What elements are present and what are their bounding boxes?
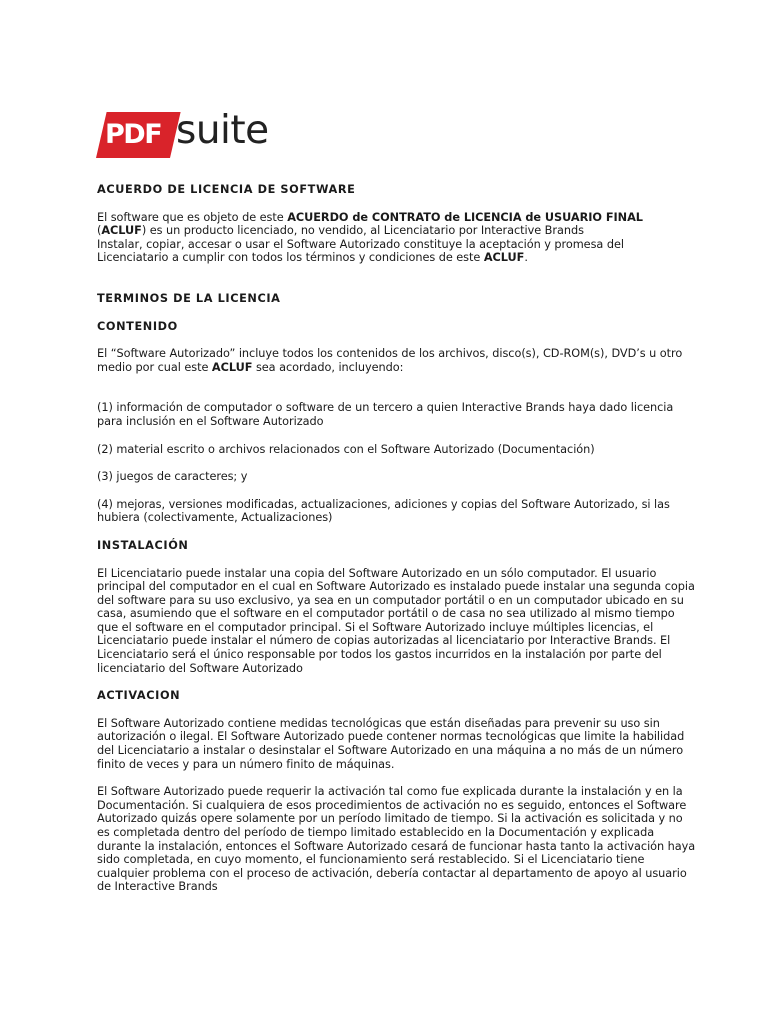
logo-badge-text: PDF xyxy=(105,119,162,150)
installation-paragraph: El Licenciatario puede instalar una copia del Software Autorizado en un sólo computador. El usuario principal del computador en el cual en Software Autorizado es instalado puede instalar una segunda copia del software para su uso exclusivo, ya sea en un computador portátil o en un computador ubicado en su casa, asumiendo que el software en el computador portátil o de casa no sea utilizado al mismo tiempo que el software en el computador principal. Si el Software Autorizado incluye múltiples licencias, el Licenciatario puede instalar el número de copias autorizadas al licenciatario por Interactive Brands. El Licenciatario será el único responsable por todos los gastos incurridos en la instalación por parte del licenciatario del Software Autorizado xyxy=(97,566,695,675)
logo-wordmark: suite xyxy=(176,108,269,153)
intro-bold-agreement: ACUERDO de CONTRATO de LICENCIA de USUARIO FINAL xyxy=(287,210,643,224)
activation-heading: ACTIVACION xyxy=(97,689,181,703)
list-item-2: (2) material escrito o archivos relacionados con el Software Autorizado (Documentación) xyxy=(97,442,595,456)
content-text-2: sea acordado, incluyendo: xyxy=(252,360,404,374)
document-title: ACUERDO DE LICENCIA DE SOFTWARE xyxy=(97,183,356,196)
intro-text-2: ( xyxy=(97,224,102,238)
list-item-3: (3) juegos de caracteres; y xyxy=(97,470,248,484)
list-item-1: (1) información de computador o software de un tercero a quien Interactive Brands haya dado licencia para inclusión en el Software Autorizado xyxy=(97,401,674,428)
content-paragraph xyxy=(97,347,697,374)
content-heading: CONTENIDO xyxy=(97,319,178,333)
intro-text-4: Instalar, copiar, accesar o usar el Software Autorizado constituye la aceptación y promesa del Licenciatario a cumplir con todos los términos y condiciones de este xyxy=(97,237,624,265)
activation-paragraph-2: El Software Autorizado puede requerir la activación tal como fue explicada durante la instalación y en la Documentación. Si cualquiera de esos procedimientos de activación no es seguido, entonces el Software Autorizado quizás opere solamente por un período limitado de tiempo. Si la activación es solicitada y no es completada dentro del período de tiempo limitado establecido en la Documentación y explicada durante la instalación, entonces el Software Autorizado cesará de funcionar hasta tanto la activación haya sido completada, en cuyo momento, el funcionamiento será restablecido. Si el Licenciatario tiene cualquier problema con el proceso de activación, debería contactar al departamento de apoyo al usuario de Interactive Brands xyxy=(97,785,696,894)
document-body xyxy=(97,183,697,894)
installation-heading: INSTALACIÓN xyxy=(97,538,189,552)
content-text-1: El “Software Autorizado” incluye todos los contenidos de los archivos, disco(s), CD-ROM(s), DVD’s u otro medio por cual este xyxy=(97,347,683,374)
intro-paragraph xyxy=(97,211,697,265)
terms-heading: TERMINOS DE LA LICENCIA xyxy=(97,291,281,305)
content-bold-acluf: ACLUF xyxy=(211,360,253,374)
pdf-suite-logo xyxy=(96,108,272,158)
list-item-4: (4) mejoras, versiones modificadas, actualizaciones, adiciones y copias del Software Autorizado, si las hubiera (colectivamente, Actualizaciones) xyxy=(97,497,670,525)
intro-text-1: El software que es objeto de este xyxy=(97,210,288,224)
intro-text-5: . xyxy=(524,251,528,265)
intro-bold-acluf-2: ACLUF xyxy=(483,251,525,265)
intro-bold-acluf: ACLUF xyxy=(101,224,142,238)
activation-paragraph-1: El Software Autorizado contiene medidas tecnológicas que están diseñadas para prevenir su uso sin autorización o ilegal. El Software Autorizado puede contener normas tecnológicas que limite la habilidad del Licenciatario a instalar o desinstalar el Software Autorizado en una máquina a no más de un número finito de veces y para un número finito de máquinas. xyxy=(97,716,685,771)
intro-text-3: ) es un producto licenciado, no vendido, al Licenciatario por Interactive Brands xyxy=(141,224,584,238)
